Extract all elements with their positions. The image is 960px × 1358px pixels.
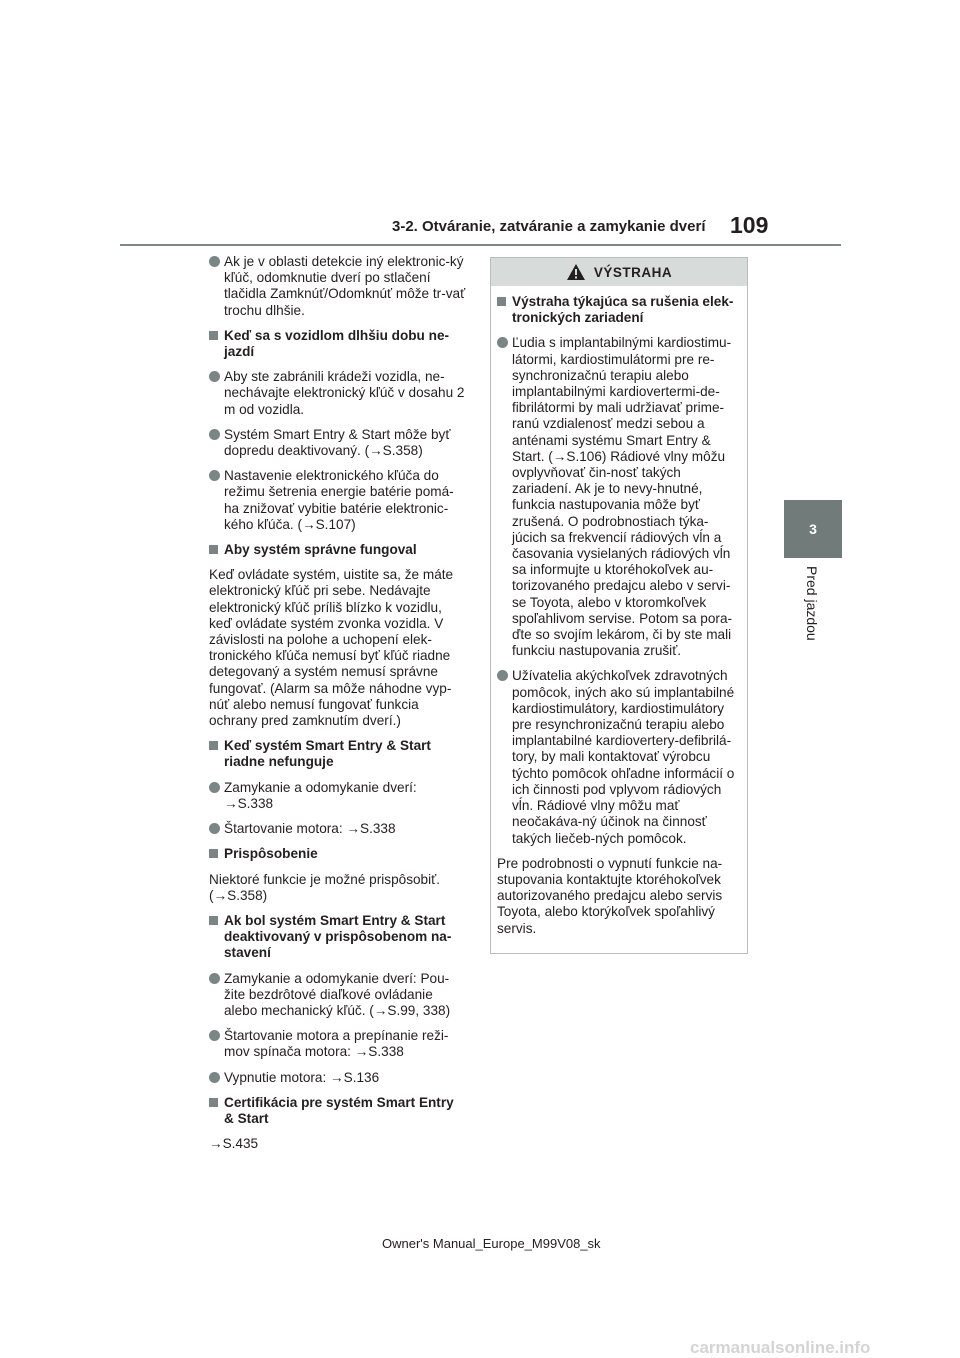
circle-bullet-icon (209, 371, 220, 382)
bullet-text: Ľudia s implantabilnými kardiostimu-látormi, kardiostimulátormi pre re-synchronizačnú terapiu alebo implantabilnými kardiovertermi-de-fibrilátormi by mali udržiavať prime-ranú vzdialenosť medzi sebou a anténami systému Smart Entry & Start. (→S.106) Rádiové vlny môžu ovplyvňovať čin-nosť takých zariadení. Ak je to nevy-hnutné, funkcia nastupovania môže byť zrušená. O podrobnostiach týka-júcich sa frekvencií rádiových vĺn a časovania vysielaných rádiových vĺn sa informujte u ktoréhokoľvek au-torizovaného predajcu alebo v servi-se Toyota, alebo v ktoromkoľvek spoľahlivom servise. Potom sa pora-ďte so svojím lekárom, či by ste mali funkciu nastupovania zrušiť. (512, 335, 733, 659)
bullet-item (209, 1070, 467, 1086)
circle-bullet-icon (209, 823, 220, 834)
chapter-tab[interactable] (784, 500, 842, 558)
bullet-item (209, 468, 467, 533)
bullet-item (209, 821, 467, 837)
circle-bullet-icon (209, 429, 220, 440)
warning-triangle-icon (566, 263, 586, 281)
bullet-text: Užívatelia akýchkoľvek zdravotných pomôcok, iných ako sú implantabilné kardiostimulátory, kardiostimulátory pre resynchronizačnú terapiu alebo implantabilné kardiovertery-defibrilá-tory, by mali kontaktovať výrobcu týchto pomôcok ohľadne informácií o ich činnosti pod vplyvom rádiových vĺn. Rádiové vlny môžu mať neočakáva-ný účinok na činnosť takých liečeb-ných pomôcok. (512, 668, 735, 846)
bullet-item (497, 335, 742, 659)
paragraph: →S.435 (209, 1136, 259, 1152)
circle-bullet-icon (209, 470, 220, 481)
watermark-text: carmanualsonline.info (690, 1338, 871, 1357)
section-heading (209, 1095, 467, 1127)
bullet-text: Štartovanie motora a prepínanie reži-mov spínača motora: →S.338 (224, 1028, 449, 1060)
bullet-text: Nastavenie elektronického kľúča do režimu šetrenia energie batérie pomá-ha znižovať vybitie batérie elektronic-kého kľúča. (→S.107) (224, 468, 454, 532)
bullet-text: Vypnutie motora: →S.136 (224, 1069, 380, 1085)
section-heading-text: Ak bol systém Smart Entry & Start deaktivovaný v prispôsobenom na-stavení (224, 912, 452, 961)
bullet-text: Zamykanie a odomykanie dverí: →S.338 (224, 779, 417, 811)
circle-bullet-icon (209, 1072, 220, 1083)
circle-bullet-icon (209, 973, 220, 984)
section-heading (209, 913, 467, 962)
bullet-item (209, 780, 467, 812)
bullet-item (209, 254, 467, 319)
bullet-text: Štartovanie motora: →S.338 (224, 821, 396, 837)
bullet-text: Aby ste zabránili krádeži vozidla, ne-nechávajte elektronický kľúč v dosahu 2 m od vozidla. (224, 369, 465, 417)
section-heading-text: Keď sa s vozidlom dlhšiu dobu ne-jazdí (224, 327, 450, 360)
header-divider (120, 244, 841, 246)
circle-bullet-icon (497, 670, 508, 681)
section-heading-text: Prispôsobenie (224, 846, 318, 862)
square-marker-icon (497, 297, 506, 306)
warning-box (490, 257, 748, 954)
paragraph: Niektoré funkcie je možné prispôsobiť. (→S.358) (209, 871, 441, 903)
chapter-tab-number: 3 (809, 521, 817, 537)
circle-bullet-icon (209, 1030, 220, 1041)
bullet-item (209, 369, 467, 418)
square-marker-icon (209, 916, 218, 925)
square-marker-icon (209, 545, 218, 554)
square-marker-icon (209, 849, 218, 858)
bullet-item (209, 971, 467, 1020)
bullet-text: Ak je v oblasti detekcie iný elektronic-ký kľúč, odomknutie dverí po stlačení tlačidla Zamknúť/Odomknúť môže tr-vať trochu dlhšie. (224, 254, 466, 318)
footer-text: Owner's Manual_Europe_M99V08_sk (382, 1236, 601, 1251)
page-number: 109 (730, 212, 769, 238)
bullet-item (209, 427, 467, 459)
square-marker-icon (209, 331, 218, 340)
square-marker-icon (209, 1098, 218, 1107)
square-marker-icon (209, 741, 218, 750)
warning-header (491, 258, 747, 286)
paragraph: Pre podrobnosti o vypnutí funkcie na-stupovania kontaktujte ktoréhokoľvek autorizovaného predajcu alebo servis Toyota, alebo ktorýkoľvek spoľahlivý servis. (497, 855, 723, 936)
section-heading (209, 328, 467, 360)
bullet-text: Zamykanie a odomykanie dverí: Pou-žite bezdrôtové diaľkové ovládanie alebo mechanický kľúč. (→S.99, 338) (224, 970, 451, 1018)
chapter-tab-label: Pred jazdou (804, 566, 820, 641)
section-heading (209, 846, 467, 862)
warning-title: VÝSTRAHA (593, 264, 673, 280)
section-heading-text: Keď systém Smart Entry & Start riadne nefunguje (224, 738, 431, 770)
bullet-item (497, 668, 742, 846)
bullet-item (209, 1028, 467, 1060)
section-heading-text: Aby systém správne fungoval (224, 542, 417, 558)
section-heading-text: Certifikácia pre systém Smart Entry & Start (224, 1094, 454, 1126)
section-heading (209, 738, 467, 770)
section-heading (497, 294, 742, 326)
paragraph: Keď ovládate systém, uistite sa, že máte elektronický kľúč pri sebe. Nedávajte elektronický kľúč príliš blízko k vozidlu, keď ovládate systém zvonka vozidla. V závislosti na polohe a uchopení elek-tronického kľúča nemusí byť kľúč riadne detegovaný a systém nemusí správne fungovať. (Alarm sa môže náhodne vyp-núť alebo nemusí fungovať funkcia ochrany pred zamknutím dverí.) (209, 567, 454, 729)
circle-bullet-icon (209, 256, 220, 267)
section-heading-text: Výstraha týkajúca sa rušenia elek-tronických zariadení (512, 294, 734, 326)
warning-body (491, 286, 747, 937)
main-text-column (209, 254, 467, 1161)
circle-bullet-icon (209, 782, 220, 793)
bullet-text: Systém Smart Entry & Start môže byť dopredu deaktivovaný. (→S.358) (224, 426, 451, 459)
chapter-title: 3-2. Otváranie, zatváranie a zamykanie dverí (392, 218, 706, 235)
circle-bullet-icon (497, 337, 508, 348)
section-heading (209, 542, 467, 558)
